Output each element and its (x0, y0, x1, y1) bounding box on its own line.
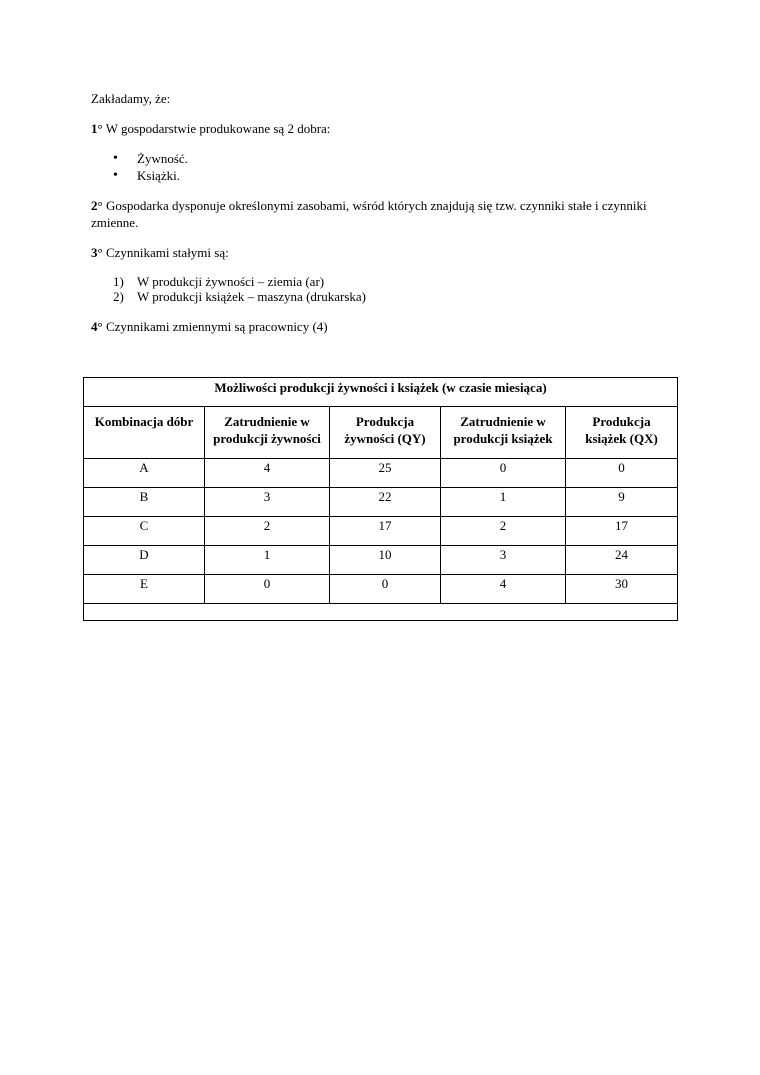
table-cell: 22 (330, 488, 441, 517)
header-line: Produkcja (355, 414, 415, 429)
point-4-number: 4° (91, 319, 103, 334)
point-3-number: 3° (91, 245, 103, 260)
column-header-food-employment (205, 407, 330, 459)
header-line: Produkcja (592, 414, 651, 429)
point-4 (91, 319, 328, 335)
table-cell: 1 (205, 546, 330, 575)
table-cell: 10 (330, 546, 441, 575)
point-2-continuation: zmienne. (91, 215, 139, 230)
point-1-number: 1° (91, 121, 103, 136)
table-cell: 17 (330, 517, 441, 546)
table-cell: 4 (441, 575, 566, 604)
table-title-row (84, 378, 678, 407)
bullet-icon: • (113, 151, 118, 166)
table-cell: B (84, 488, 205, 517)
point-2-text: Gospodarka dysponuje określonymi zasobami, wśród których znajdują się tzw. czynniki stałe i czynniki (102, 198, 647, 213)
table-cell: 4 (205, 459, 330, 488)
table-row (84, 488, 678, 517)
bullet-icon: • (113, 168, 118, 183)
table-cell: 0 (330, 575, 441, 604)
table-cell: 30 (566, 575, 678, 604)
table-title: Możliwości produkcji żywności i książek (w czasie miesiąca) (84, 378, 678, 407)
list-number: 1) (113, 274, 124, 289)
table-cell: 0 (441, 459, 566, 488)
table-cell: E (84, 575, 205, 604)
table-header-row (84, 407, 678, 459)
table-row (84, 575, 678, 604)
table-cell: 2 (205, 517, 330, 546)
header-line: Kombinacja dóbr (94, 414, 194, 429)
list-item-fixed-2: W produkcji książek – maszyna (drukarska) (137, 289, 366, 304)
table-cell: 0 (566, 459, 678, 488)
point-4-text: Czynnikami zmiennymi są pracownicy (4) (102, 319, 328, 334)
header-line: produkcji żywności (213, 431, 321, 446)
table-cell: 17 (566, 517, 678, 546)
point-1-text: W gospodarstwie produkowane są 2 dobra: (102, 121, 331, 136)
table-cell: 24 (566, 546, 678, 575)
point-3-text: Czynnikami stałymi są: (102, 245, 229, 260)
table-cell: 3 (441, 546, 566, 575)
column-header-food-production (330, 407, 441, 459)
header-line: Zatrudnienie w (460, 414, 546, 429)
table-cell: 25 (330, 459, 441, 488)
column-header-combination (84, 407, 205, 459)
header-line: książek (QX) (585, 431, 658, 446)
list-item-goods-1: Żywność. (137, 151, 188, 166)
table-row (84, 546, 678, 575)
header-line: żywności (QY) (344, 431, 426, 446)
table-empty-cell (84, 604, 678, 621)
point-2-number: 2° (91, 198, 103, 213)
table-cell: 0 (205, 575, 330, 604)
table-cell: 1 (441, 488, 566, 517)
production-table (83, 377, 678, 621)
column-header-books-employment (441, 407, 566, 459)
header-line: produkcji książek (453, 431, 553, 446)
header-line: Zatrudnienie w (224, 414, 310, 429)
table-empty-row (84, 604, 678, 621)
list-item-goods-2: Książki. (137, 168, 180, 183)
point-3 (91, 245, 229, 261)
table-cell: 2 (441, 517, 566, 546)
table-cell: 9 (566, 488, 678, 517)
intro-text: Zakładamy, że: (91, 91, 171, 106)
table-row (84, 517, 678, 546)
column-header-books-production (566, 407, 678, 459)
point-1 (91, 121, 330, 137)
point-2 (91, 198, 647, 214)
list-number: 2) (113, 289, 124, 304)
table-cell: D (84, 546, 205, 575)
table-row (84, 459, 678, 488)
table-cell: A (84, 459, 205, 488)
table-cell: C (84, 517, 205, 546)
table-cell: 3 (205, 488, 330, 517)
list-item-fixed-1: W produkcji żywności – ziemia (ar) (137, 274, 325, 289)
